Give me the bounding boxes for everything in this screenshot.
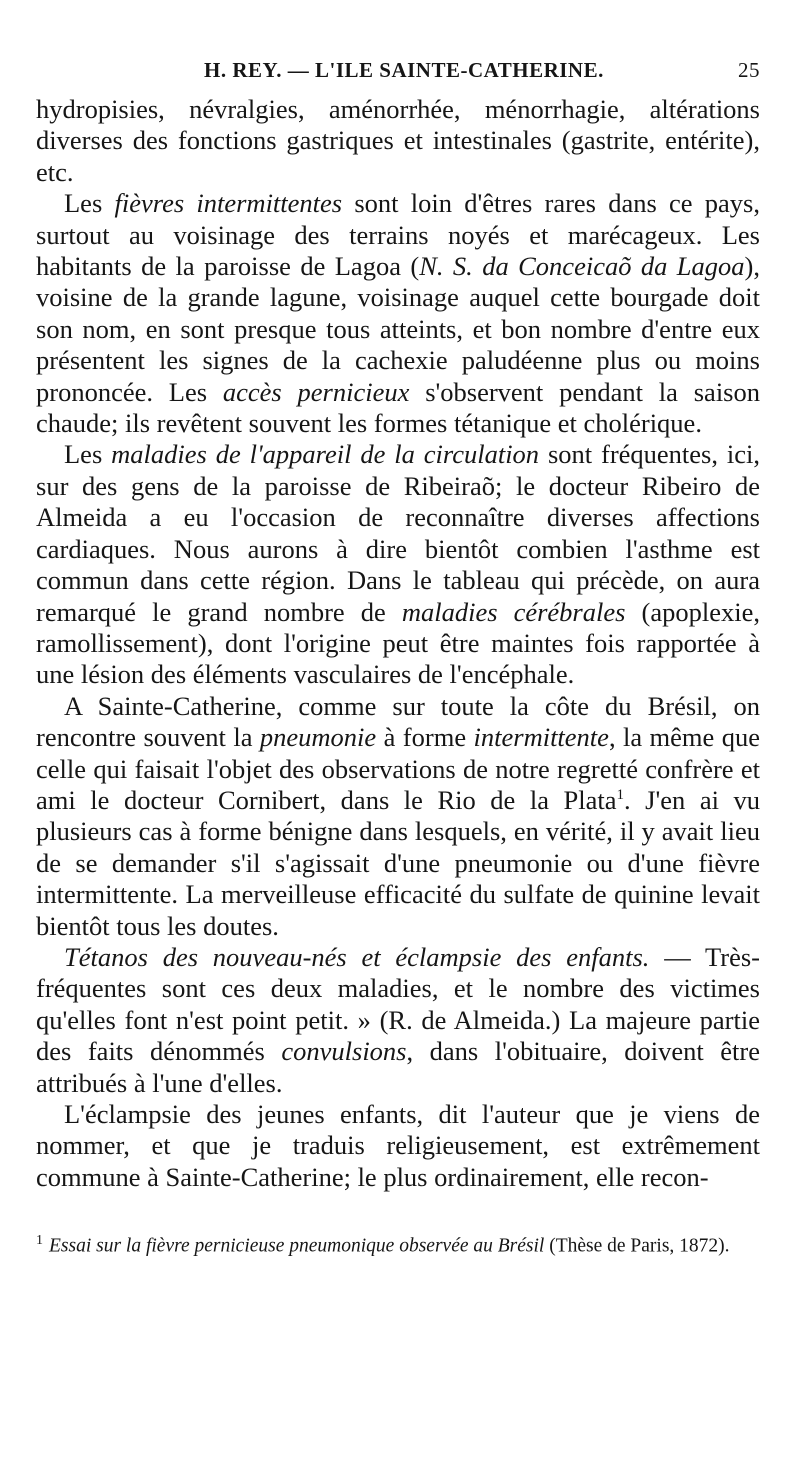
text-run: sont fréquentes, ici, sur des gens de la paroisse de Ribeiraõ; le docteur Ribeiro de Almeida a eu l'occasion de reconnaître diverses affections cardiaques. Nous aurons à dire bientôt combien l'asthme est commun dans cette région. Dans le tableau qui précède, on aura remarqué le grand nombre de bbox=[36, 439, 760, 627]
text-run: s'observent pendant la saison chaude; ils revêtent souvent les formes tétanique et cholérique. bbox=[36, 376, 760, 439]
footnote bbox=[36, 1227, 760, 1260]
italic-term: fièvres intermittentes bbox=[114, 188, 343, 219]
italic-heading: Tétanos des nouveau-nés et éclampsie des enfants. bbox=[64, 941, 650, 972]
paragraph-3 bbox=[36, 439, 760, 690]
italic-place-name: N. S. da Conceicaõ da Lagoa bbox=[419, 251, 745, 282]
italic-term: maladies cérébrales bbox=[401, 596, 626, 627]
text-run: (apoplexie, ramollissement), dont l'origine peut être maintes fois rapportée à une lésion des éléments vasculaires de l'encéphale. bbox=[36, 596, 760, 690]
text-run: . J'en ai vu plusieurs cas à forme bénigne dans lesquels, en vérité, il y avait lieu de se demander s'il s'agissait d'une pneumonie ou d'une fièvre intermittente. La merveilleuse efficacité du sulfate de quinine levait bientôt tous les doutes. bbox=[36, 784, 760, 941]
text-run: à forme bbox=[376, 722, 474, 753]
footnote-text: (Thèse de Paris, 1872). bbox=[544, 1235, 730, 1257]
running-title: H. REY. — L'ILE SAINTE-CATHERINE. bbox=[204, 58, 604, 82]
body-text bbox=[36, 94, 760, 1193]
italic-term: accès pernicieux bbox=[222, 376, 410, 407]
paragraph-2 bbox=[36, 188, 760, 439]
text-run: A Sainte-Catherine, comme sur toute la côte du Brésil, on rencontre souvent la bbox=[36, 690, 760, 753]
text-run: — Très-fréquentes sont ces deux maladies, et le nombre des victimes qu'elles font n'est point petit. » (R. de Almeida.) La majeure partie des faits dénommés bbox=[36, 941, 760, 1067]
text-run: ), voisine de la grande lagune, voisinage auquel cette bourgade doit son nom, en sont presque tous atteints, et bon nombre d'entre eux présentent les signes de la cachexie paludéenne plus ou moins prononcée. Les bbox=[36, 251, 760, 407]
text-run: , dans l'obituaire, doivent être attribués à l'une d'elles. bbox=[36, 1036, 760, 1098]
paragraph-4 bbox=[36, 691, 760, 942]
italic-term: intermittente bbox=[473, 722, 609, 753]
footnote-reference: 1 bbox=[616, 787, 625, 804]
italic-term: maladies de l'appareil de la circulation bbox=[111, 439, 540, 470]
paragraph-5 bbox=[36, 942, 760, 1099]
running-header bbox=[36, 58, 760, 94]
text-run: Les bbox=[64, 439, 112, 470]
italic-term: pneumonie bbox=[259, 722, 377, 753]
text-run: Les bbox=[64, 188, 115, 219]
footnote-title: Essai sur la fièvre pernicieuse pneumonique observée au Brésil bbox=[49, 1235, 545, 1257]
footnote-mark: 1 bbox=[36, 1233, 43, 1249]
text-run: sont loin d'êtres rares dans ce pays, surtout au voisinage des terrains noyés et marécageux. Les habitants de la paroisse de Lagoa ( bbox=[36, 188, 760, 282]
paragraph-6: L'éclampsie des jeunes enfants, dit l'auteur que je viens de nommer, et que je traduis religieusement, est extrêmement commune à Sainte-Catherine; le plus ordinairement, elle recon- bbox=[36, 1099, 760, 1192]
paragraph-1: hydropisies, névralgies, aménorrhée, ménorrhagie, altérations diverses des fonctions gastriques et intestinales (gastrite, entérite), etc. bbox=[36, 94, 760, 187]
italic-term: convulsions bbox=[281, 1036, 407, 1067]
page-number: 25 bbox=[738, 58, 760, 82]
text-run: , la même que celle qui faisait l'objet des observations de notre regretté confrère et ami le docteur Cornibert, dans le Rio de la Plata bbox=[36, 722, 760, 815]
